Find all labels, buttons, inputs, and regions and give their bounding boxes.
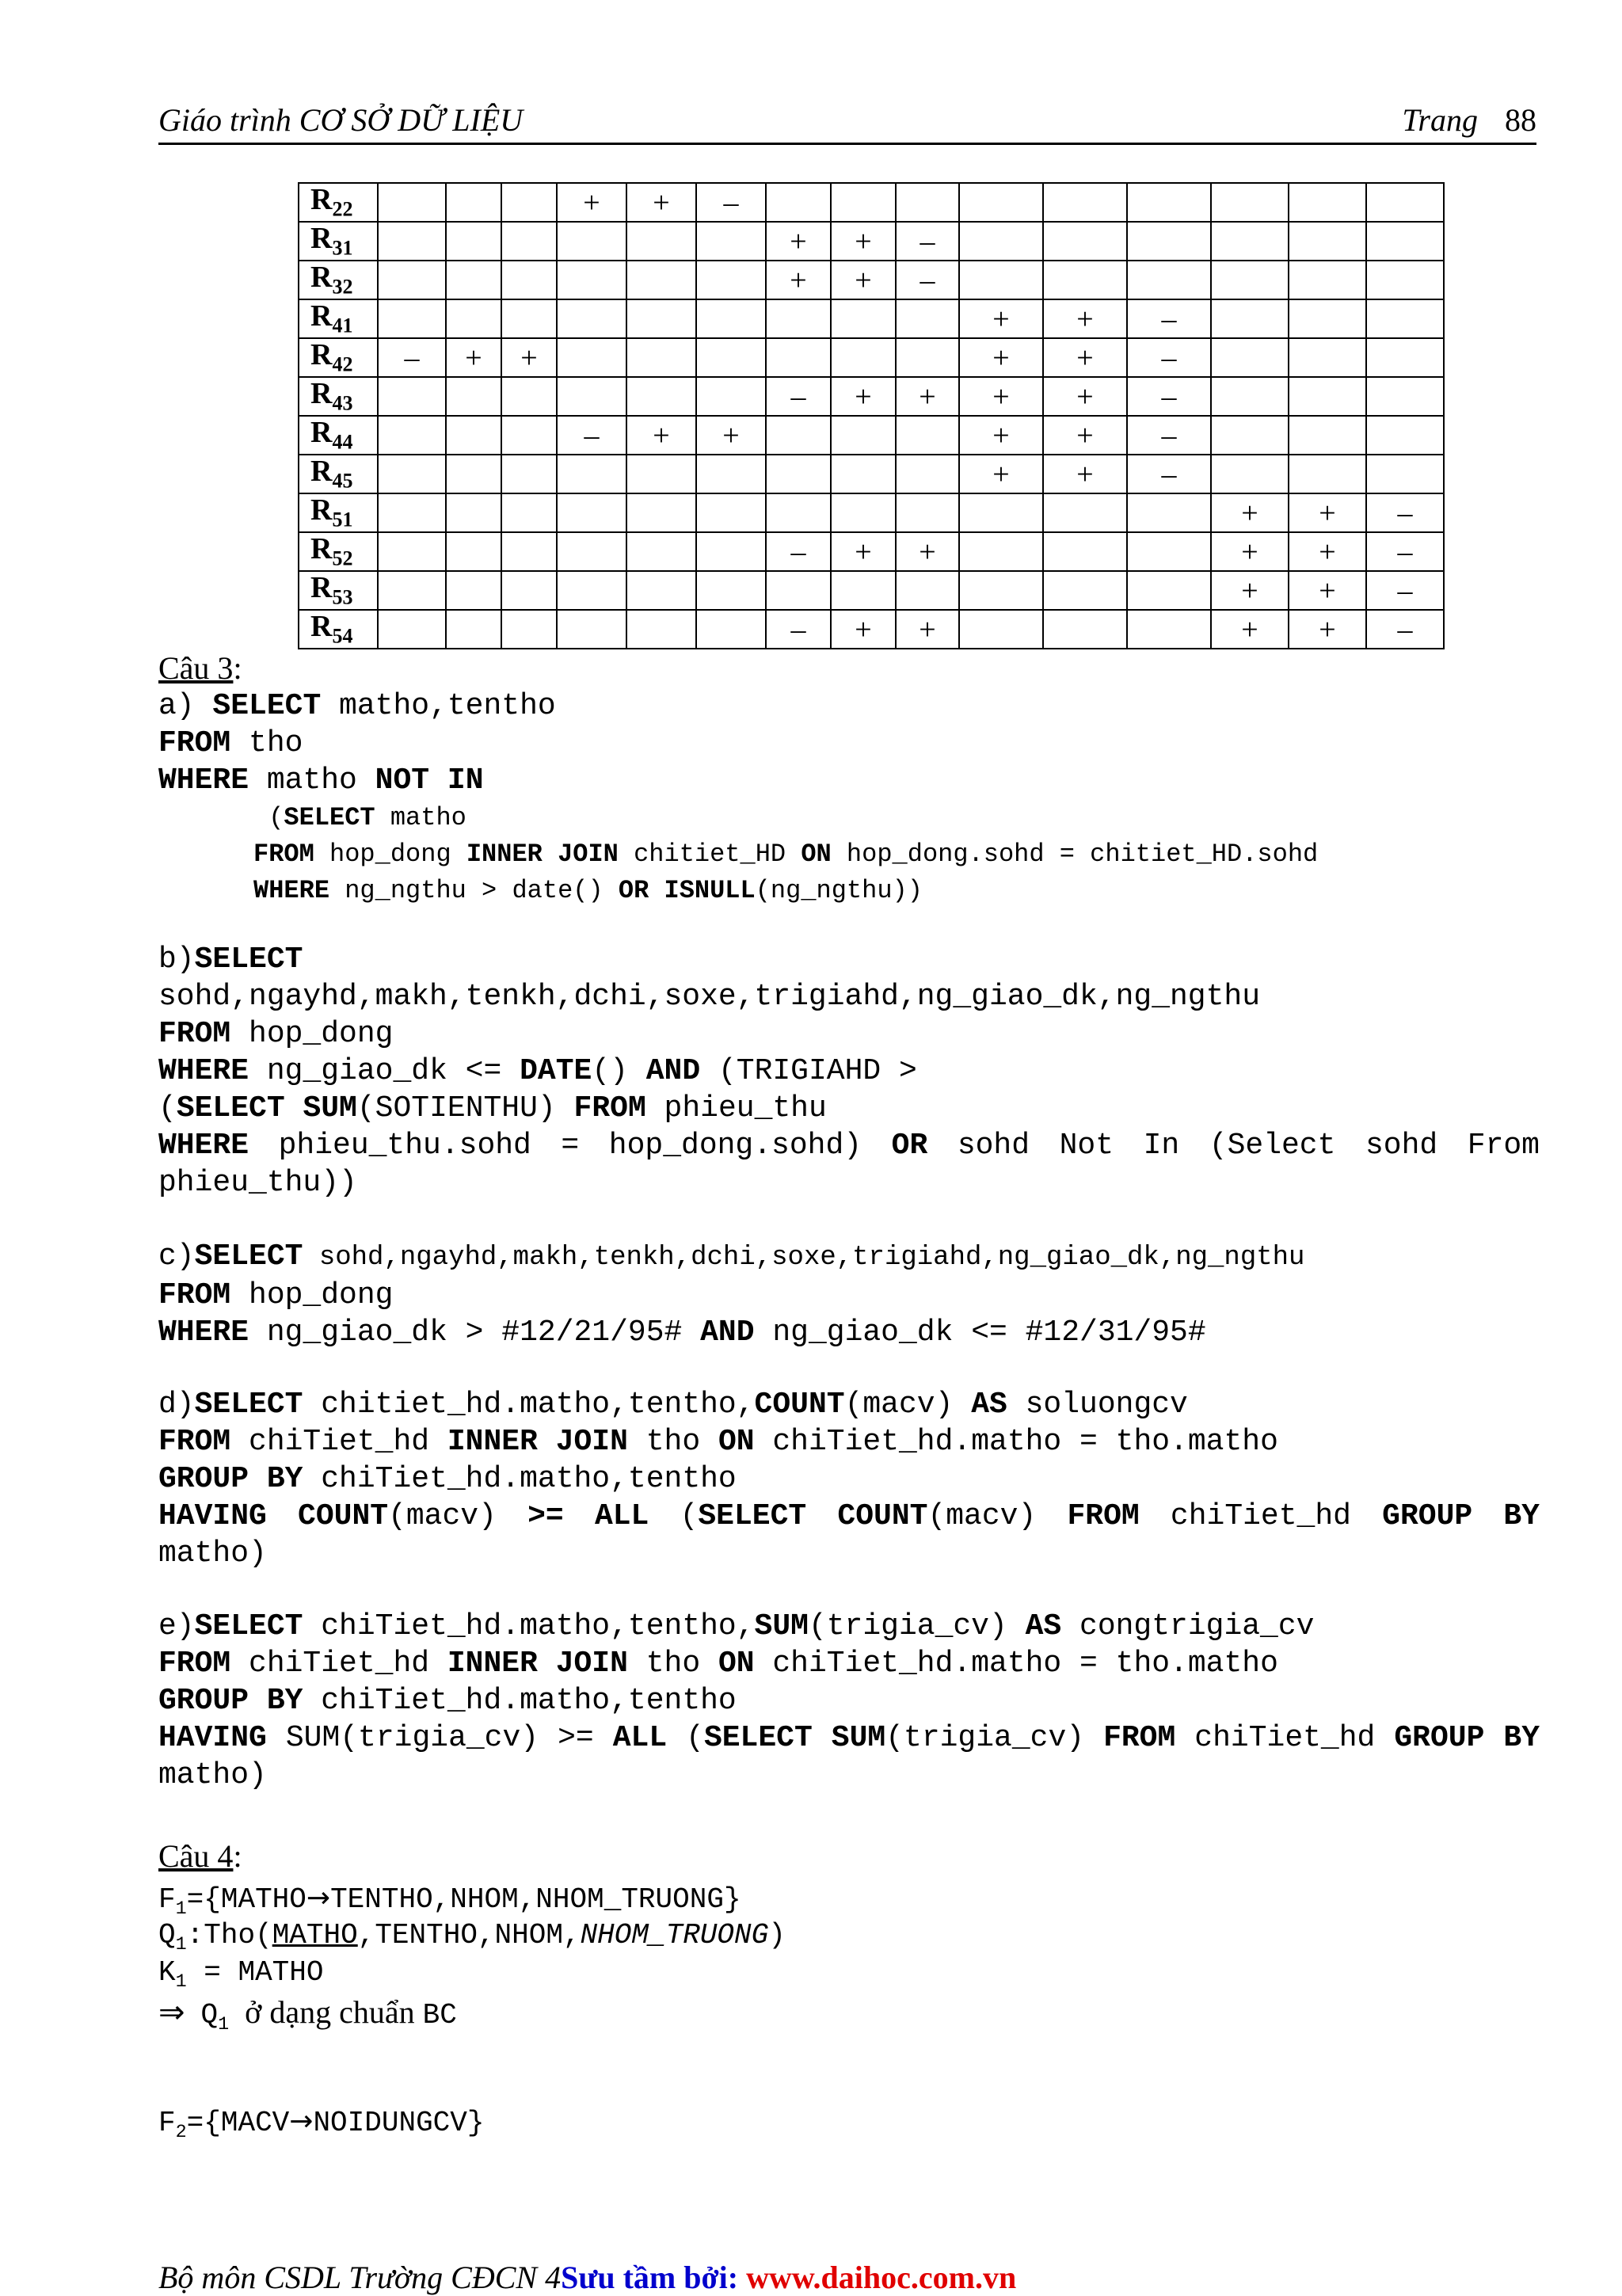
matrix-row [299, 261, 1444, 299]
dependency-matrix [298, 182, 1445, 649]
matrix-cell: – [1127, 338, 1211, 377]
matrix-cell [626, 222, 696, 261]
matrix-cell [696, 610, 766, 649]
matrix-cell [696, 493, 766, 532]
matrix-cell [626, 610, 696, 649]
matrix-cell [557, 571, 626, 610]
matrix-cell [446, 183, 501, 222]
matrix-cell [1043, 532, 1127, 571]
row-label: $R_{44}$ [299, 416, 378, 455]
matrix-row [299, 183, 1444, 222]
matrix-cell [896, 338, 959, 377]
cau4-conclusion: ⇒ $Q_1$ ở dạng chuẩn BC [158, 1994, 457, 2036]
matrix-cell: + [626, 416, 696, 455]
matrix-cell: – [766, 377, 831, 416]
matrix-cell [626, 455, 696, 493]
matrix-cell [959, 222, 1043, 261]
matrix-cell: + [1043, 338, 1127, 377]
matrix-cell [1043, 222, 1127, 261]
matrix-cell [1289, 299, 1366, 338]
matrix-cell [1211, 183, 1289, 222]
matrix-cell: – [1127, 299, 1211, 338]
source-link[interactable]: www.daihoc.com.vn [746, 2260, 1017, 2295]
matrix-cell [1127, 493, 1211, 532]
matrix-cell [378, 377, 446, 416]
page-number-label: Trang 88 [1402, 102, 1536, 138]
matrix-cell [626, 338, 696, 377]
matrix-cell: + [766, 222, 831, 261]
matrix-cell [831, 299, 896, 338]
matrix-cell [378, 610, 446, 649]
matrix-cell: + [1211, 493, 1289, 532]
row-label: $R_{52}$ [299, 532, 378, 571]
matrix-cell [1127, 610, 1211, 649]
row-label: $R_{41}$ [299, 299, 378, 338]
matrix-cell [1211, 222, 1289, 261]
matrix-cell [501, 610, 557, 649]
matrix-cell [378, 222, 446, 261]
matrix-cell [831, 571, 896, 610]
page-number: 88 [1505, 102, 1536, 138]
cau3-a-subquery: (SELECT matho FROM hop_dong INNER JOIN chitiet_HD ON hop_dong.sohd = chitiet_HD.sohd WHERE ng_ngthu > date() OR ISNULL(ng_ngthu)) [253, 803, 1319, 905]
matrix-cell: + [831, 610, 896, 649]
matrix-cell [446, 532, 501, 571]
matrix-row [299, 455, 1444, 493]
matrix-cell [378, 261, 446, 299]
matrix-cell: + [696, 416, 766, 455]
matrix-cell [696, 261, 766, 299]
matrix-cell: – [1366, 610, 1444, 649]
matrix-cell: + [1043, 377, 1127, 416]
matrix-cell: – [896, 261, 959, 299]
matrix-cell [501, 261, 557, 299]
matrix-cell: – [766, 610, 831, 649]
matrix-cell [1127, 183, 1211, 222]
matrix-cell: + [446, 338, 501, 377]
matrix-cell [696, 338, 766, 377]
matrix-cell [896, 455, 959, 493]
matrix-cell: + [1043, 416, 1127, 455]
matrix-cell [501, 493, 557, 532]
matrix-cell [1043, 261, 1127, 299]
matrix-cell [501, 222, 557, 261]
matrix-cell: + [831, 222, 896, 261]
matrix-cell [959, 571, 1043, 610]
matrix-cell: – [696, 183, 766, 222]
matrix-cell [626, 261, 696, 299]
matrix-cell: – [896, 222, 959, 261]
matrix-cell [557, 493, 626, 532]
cau3-e-query: e)SELECT chiTiet_hd.matho,tentho,SUM(trigia_cv) AS congtrigia_cv FROM chiTiet_hd INNER JOIN tho ON chiTiet_hd.matho = tho.matho GROUP BY chiTiet_hd.matho,tentho [158, 1609, 1315, 1718]
matrix-cell [1043, 183, 1127, 222]
matrix-cell [896, 299, 959, 338]
row-label: $R_{45}$ [299, 455, 378, 493]
matrix-cell [696, 377, 766, 416]
matrix-cell [1366, 455, 1444, 493]
matrix-cell [626, 532, 696, 571]
matrix-cell [1366, 222, 1444, 261]
matrix-cell: – [766, 532, 831, 571]
matrix-cell [501, 377, 557, 416]
matrix-cell [378, 493, 446, 532]
matrix-cell: + [959, 338, 1043, 377]
matrix-cell [959, 183, 1043, 222]
matrix-cell [1211, 299, 1289, 338]
matrix-cell [446, 261, 501, 299]
matrix-cell [557, 261, 626, 299]
matrix-row [299, 416, 1444, 455]
matrix-row [299, 338, 1444, 377]
credit-label: Sưu tầm bởi: [561, 2260, 747, 2295]
matrix-cell [766, 416, 831, 455]
cau3-e-having: HAVING SUM(trigia_cv) >= ALL (SELECT SUM(trigia_cv) FROM chiTiet_hd GROUP BY matho) [158, 1721, 1540, 1792]
matrix-cell: + [896, 610, 959, 649]
matrix-cell [378, 455, 446, 493]
matrix-cell [1127, 261, 1211, 299]
cau4-f2: $F_2=\{MACV\to NOIDUNGCV\}$ [158, 2105, 485, 2144]
matrix-cell [831, 183, 896, 222]
matrix-cell: + [959, 299, 1043, 338]
matrix-cell [896, 416, 959, 455]
matrix-row [299, 222, 1444, 261]
matrix-cell [1211, 261, 1289, 299]
matrix-cell [696, 571, 766, 610]
matrix-cell [1127, 222, 1211, 261]
matrix-cell [1211, 338, 1289, 377]
page-footer: Bộ môn CSDL Trường CĐCN 4Sưu tầm bởi: www.daihoc.com.vn [158, 2260, 1017, 2295]
matrix-cell [446, 493, 501, 532]
matrix-row [299, 377, 1444, 416]
matrix-cell [959, 610, 1043, 649]
matrix-cell [1289, 183, 1366, 222]
matrix-cell [696, 222, 766, 261]
matrix-cell: + [831, 261, 896, 299]
row-label: $R_{42}$ [299, 338, 378, 377]
matrix-cell [557, 338, 626, 377]
matrix-cell [959, 261, 1043, 299]
cau3-d-having: HAVING COUNT(macv) >= ALL (SELECT COUNT(macv) FROM chiTiet_hd GROUP BY matho) [158, 1499, 1540, 1571]
matrix-cell [446, 222, 501, 261]
matrix-cell [766, 493, 831, 532]
matrix-cell [1289, 416, 1366, 455]
matrix-cell: + [1211, 571, 1289, 610]
matrix-cell [896, 493, 959, 532]
matrix-cell [896, 183, 959, 222]
matrix-cell [831, 338, 896, 377]
matrix-cell [557, 610, 626, 649]
matrix-cell [1289, 377, 1366, 416]
cau4-heading: Câu 4: [158, 1838, 242, 1874]
matrix-cell [766, 338, 831, 377]
matrix-cell [501, 571, 557, 610]
matrix-cell [1289, 455, 1366, 493]
matrix-row [299, 493, 1444, 532]
matrix-cell [696, 532, 766, 571]
matrix-cell [959, 532, 1043, 571]
matrix-cell: + [959, 455, 1043, 493]
row-label: $R_{43}$ [299, 377, 378, 416]
matrix-cell [378, 299, 446, 338]
matrix-cell [626, 571, 696, 610]
matrix-cell: + [1211, 610, 1289, 649]
matrix-cell: + [1289, 532, 1366, 571]
matrix-row [299, 532, 1444, 571]
matrix-cell: + [959, 416, 1043, 455]
matrix-cell: – [557, 416, 626, 455]
cau4-f1: $F_1=\{MATHO\to TENTHO,NHOM,NHOM\_TRUONG\}$ [158, 1882, 741, 1921]
row-label: $R_{31}$ [299, 222, 378, 261]
cau3-d-query: d)SELECT chitiet_hd.matho,tentho,COUNT(macv) AS soluongcv FROM chiTiet_hd INNER JOIN tho ON chiTiet_hd.matho = tho.matho GROUP BY chiTiet_hd.matho,tentho [158, 1388, 1278, 1496]
matrix-cell: + [766, 261, 831, 299]
matrix-cell [1366, 183, 1444, 222]
matrix-cell: + [557, 183, 626, 222]
row-label: $R_{51}$ [299, 493, 378, 532]
matrix-cell [896, 571, 959, 610]
matrix-cell [626, 299, 696, 338]
matrix-cell [1043, 571, 1127, 610]
matrix-cell: – [1366, 571, 1444, 610]
matrix-row [299, 610, 1444, 649]
row-label: $R_{53}$ [299, 571, 378, 610]
matrix-cell [1289, 261, 1366, 299]
cau4-k1: $K_1$ = MATHO [158, 1956, 324, 1993]
cau3-c-query: c)SELECT sohd,ngayhd,makh,tenkh,dchi,soxe,trigiahd,ng_giao_dk,ng_ngthu FROM hop_dong WHERE ng_giao_dk > #12/21/95# AND ng_giao_dk <= #12/31/95# [158, 1239, 1305, 1350]
matrix-cell [1127, 532, 1211, 571]
matrix-cell [1366, 299, 1444, 338]
matrix-cell: + [896, 377, 959, 416]
matrix-cell [1211, 416, 1289, 455]
matrix-cell [696, 299, 766, 338]
matrix-cell [501, 455, 557, 493]
matrix-cell [446, 377, 501, 416]
row-label: $R_{32}$ [299, 261, 378, 299]
matrix-cell [1366, 377, 1444, 416]
matrix-cell [696, 455, 766, 493]
matrix-cell [1366, 416, 1444, 455]
matrix-cell: – [1127, 416, 1211, 455]
matrix-cell: + [831, 532, 896, 571]
matrix-cell: + [896, 532, 959, 571]
matrix-cell [766, 299, 831, 338]
matrix-cell [501, 183, 557, 222]
matrix-cell [378, 416, 446, 455]
matrix-cell [1043, 610, 1127, 649]
row-label: $R_{22}$ [299, 183, 378, 222]
matrix-cell [557, 532, 626, 571]
matrix-cell: + [1043, 455, 1127, 493]
matrix-cell [959, 493, 1043, 532]
matrix-cell [501, 532, 557, 571]
matrix-cell [446, 455, 501, 493]
matrix-cell: + [501, 338, 557, 377]
matrix-cell [378, 183, 446, 222]
matrix-cell [446, 299, 501, 338]
matrix-cell [1289, 222, 1366, 261]
matrix-cell: + [1289, 571, 1366, 610]
matrix-cell [766, 571, 831, 610]
matrix-cell: + [1289, 493, 1366, 532]
matrix-cell: + [1043, 299, 1127, 338]
cau3-b-where: WHERE phieu_thu.sohd = hop_dong.sohd) OR sohd Not In (Select sohd From phieu_thu)) [158, 1129, 1540, 1200]
matrix-cell [626, 493, 696, 532]
matrix-cell [446, 610, 501, 649]
matrix-cell [446, 571, 501, 610]
matrix-row [299, 299, 1444, 338]
cau3-heading: Câu 3: [158, 650, 242, 686]
matrix-cell [831, 493, 896, 532]
cau4-q1: $Q_1:Tho(MATHO,TENTHO,NHOM,NHOM\_TRUONG)$ [158, 1919, 786, 1956]
matrix-row [299, 571, 1444, 610]
matrix-cell: + [1211, 532, 1289, 571]
matrix-cell [766, 455, 831, 493]
book-title: Giáo trình CƠ SỞ DỮ LIỆU [158, 102, 524, 138]
matrix-cell [1211, 455, 1289, 493]
row-label: $R_{54}$ [299, 610, 378, 649]
matrix-cell [1211, 377, 1289, 416]
matrix-cell [501, 299, 557, 338]
matrix-cell [1127, 571, 1211, 610]
matrix-cell [501, 416, 557, 455]
matrix-cell: + [626, 183, 696, 222]
matrix-cell [557, 299, 626, 338]
matrix-cell [557, 222, 626, 261]
matrix-cell [1043, 493, 1127, 532]
matrix-cell [626, 377, 696, 416]
matrix-cell: – [1366, 493, 1444, 532]
matrix-cell: + [831, 377, 896, 416]
cau3-a-query: a) SELECT matho,tentho FROM tho WHERE matho NOT IN [158, 689, 556, 798]
matrix-cell [831, 455, 896, 493]
matrix-cell: – [378, 338, 446, 377]
matrix-cell [1366, 338, 1444, 377]
matrix-cell [378, 532, 446, 571]
matrix-cell: + [1289, 610, 1366, 649]
page-header [158, 101, 1536, 145]
matrix-cell [766, 183, 831, 222]
matrix-cell [378, 571, 446, 610]
matrix-cell [557, 455, 626, 493]
matrix-cell: – [1127, 377, 1211, 416]
matrix-cell [831, 416, 896, 455]
matrix-cell: + [959, 377, 1043, 416]
matrix-cell: – [1366, 532, 1444, 571]
matrix-cell [446, 416, 501, 455]
cau3-b-query: b)SELECT sohd,ngayhd,makh,tenkh,dchi,soxe,trigiahd,ng_giao_dk,ng_ngthu FROM hop_dong WHERE ng_giao_dk <= DATE() AND (TRIGIAHD > (SELECT SUM(SOTIENTHU) FROM phieu_thu [158, 942, 1261, 1125]
matrix-cell [1289, 338, 1366, 377]
matrix-cell: – [1127, 455, 1211, 493]
matrix-cell [557, 377, 626, 416]
matrix-cell [1366, 261, 1444, 299]
